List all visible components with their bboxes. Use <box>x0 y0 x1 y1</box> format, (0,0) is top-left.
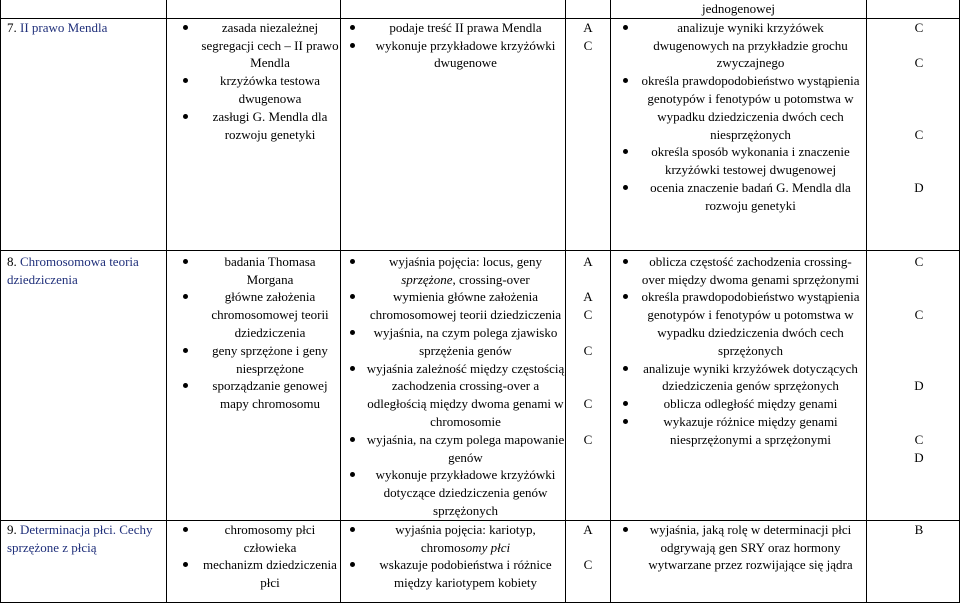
level-mark: C <box>914 126 924 142</box>
list-item: określa sposób wykonania i znaczenie krzyżówki testowej dwugenowej <box>611 143 866 179</box>
list-item: sporządzanie genowej mapy chromosomu <box>167 377 340 413</box>
extended-requirements-cell <box>611 520 867 602</box>
topic-cell <box>1 520 167 602</box>
list-item: wyjaśnia pojęcia: locus, geny sprzężone, crossing-over <box>341 253 565 289</box>
list-item: wymienia główne założenia chromosomowej teorii dziedziczenia <box>341 288 565 324</box>
continuation-text: jednogenowej <box>611 0 867 18</box>
list-item: analizuje wyniki krzyżówek dotyczących dziedziczenia genów sprzężonych <box>611 360 866 396</box>
topic-cell <box>1 250 167 520</box>
list-item: analizuje wyniki krzyżówek dwugenowych na przykładzie grochu zwyczajnego <box>611 19 866 72</box>
level-mark: C <box>914 431 924 447</box>
topic-title: Determinacja płci. Cechy sprzężone z płcią <box>7 521 153 555</box>
level-mark: D <box>914 179 924 195</box>
topic-title: II prawo Mendla <box>20 19 108 35</box>
list-item: mechanizm dziedziczenia płci <box>167 556 340 592</box>
list-item: podaje treść II prawa Mendla <box>341 19 565 37</box>
list-item: główne założenia chromosomowej teorii dziedziczenia <box>167 288 340 341</box>
basic-requirements-cell <box>341 18 566 250</box>
level-mark: C <box>583 307 593 323</box>
table-row-continuation <box>1 0 960 18</box>
topic-number: 7. <box>7 19 17 35</box>
extended-level-cell <box>867 18 960 250</box>
list-item: geny sprzężone i geny niesprzężone <box>167 342 340 378</box>
level-mark: C <box>914 307 924 323</box>
extended-requirements-cell <box>611 18 867 250</box>
basic-level-cell <box>566 250 611 520</box>
basic-level-cell <box>566 18 611 250</box>
list-item: wyjaśnia, jaką rolę w determinacji płci odgrywają gen SRY oraz hormony wytwarzane przez rozwijające się jądra <box>611 521 866 574</box>
level-mark: C <box>583 37 593 53</box>
list-item: krzyżówka testowa dwugenowa <box>167 72 340 108</box>
list-item: wykonuje przykładowe krzyżówki dotyczące dziedziczenia genów sprzężonych <box>341 466 565 519</box>
list-item: zasada niezależnej segregacji cech – II prawo Mendla <box>167 19 340 72</box>
level-mark: A <box>583 289 593 305</box>
list-item: oblicza odległość między genami <box>611 395 866 413</box>
level-mark: A <box>583 253 593 269</box>
level-mark: C <box>914 55 924 71</box>
list-item: określa prawdopodobieństwo wystąpienia genotypów i fenotypów u potomstwa w wypadku dziedziczenia dwóch cech niesprzężonych <box>611 72 866 143</box>
list-item: wyjaśnia, na czym polega mapowanie genów <box>341 431 565 467</box>
level-mark: C <box>583 396 593 412</box>
topic-cell <box>1 18 167 250</box>
level-mark: A <box>583 521 593 537</box>
list-item: wyjaśnia zależność między częstością zachodzenia crossing-over a odległością między dwoma genami w chromosomie <box>341 360 565 431</box>
basic-level-cell <box>566 520 611 602</box>
level-mark: A <box>583 19 593 35</box>
level-mark: C <box>583 342 593 358</box>
list-item: wskazuje podobieństwa i różnice między kariotypem kobiety <box>341 556 565 592</box>
list-item: wykazuje różnice między genami niesprzężonymi a sprzężonymi <box>611 413 866 449</box>
list-item: wyjaśnia pojęcia: kariotyp, chromosomy płci <box>341 521 565 557</box>
topic-title: Chromosomowa teoria dziedziczenia <box>7 253 139 287</box>
content-cell <box>167 520 341 602</box>
list-item: ocenia znaczenie badań G. Mendla dla rozwoju genetyki <box>611 179 866 215</box>
table-row <box>1 250 960 520</box>
extended-level-cell <box>867 250 960 520</box>
list-item: oblicza częstość zachodzenia crossing-over między dwoma genami sprzężonymi <box>611 253 866 289</box>
level-mark: C <box>914 19 924 35</box>
level-mark: C <box>914 253 924 269</box>
list-item: określa prawdopodobieństwo wystąpienia genotypów i fenotypów u potomstwa w wypadku dziedziczenia dwóch cech sprzężonych <box>611 288 866 359</box>
extended-requirements-cell <box>611 250 867 520</box>
basic-requirements-cell <box>341 250 566 520</box>
content-cell <box>167 18 341 250</box>
content-cell <box>167 250 341 520</box>
table-row <box>1 520 960 602</box>
list-item: badania Thomasa Morgana <box>167 253 340 289</box>
topic-number: 8. <box>7 253 17 269</box>
basic-requirements-cell <box>341 520 566 602</box>
level-mark: D <box>914 378 924 394</box>
list-item: wyjaśnia, na czym polega zjawisko sprzężenia genów <box>341 324 565 360</box>
list-item: wykonuje przykładowe krzyżówki dwugenowe <box>341 37 565 73</box>
level-mark: C <box>583 557 593 573</box>
level-mark: B <box>914 521 924 537</box>
level-mark: D <box>914 449 924 465</box>
extended-level-cell <box>867 520 960 602</box>
table-row <box>1 18 960 250</box>
list-item: zasługi G. Mendla dla rozwoju genetyki <box>167 108 340 144</box>
topic-number: 9. <box>7 521 17 537</box>
list-item: chromosomy płci człowieka <box>167 521 340 557</box>
level-mark: C <box>583 431 593 447</box>
